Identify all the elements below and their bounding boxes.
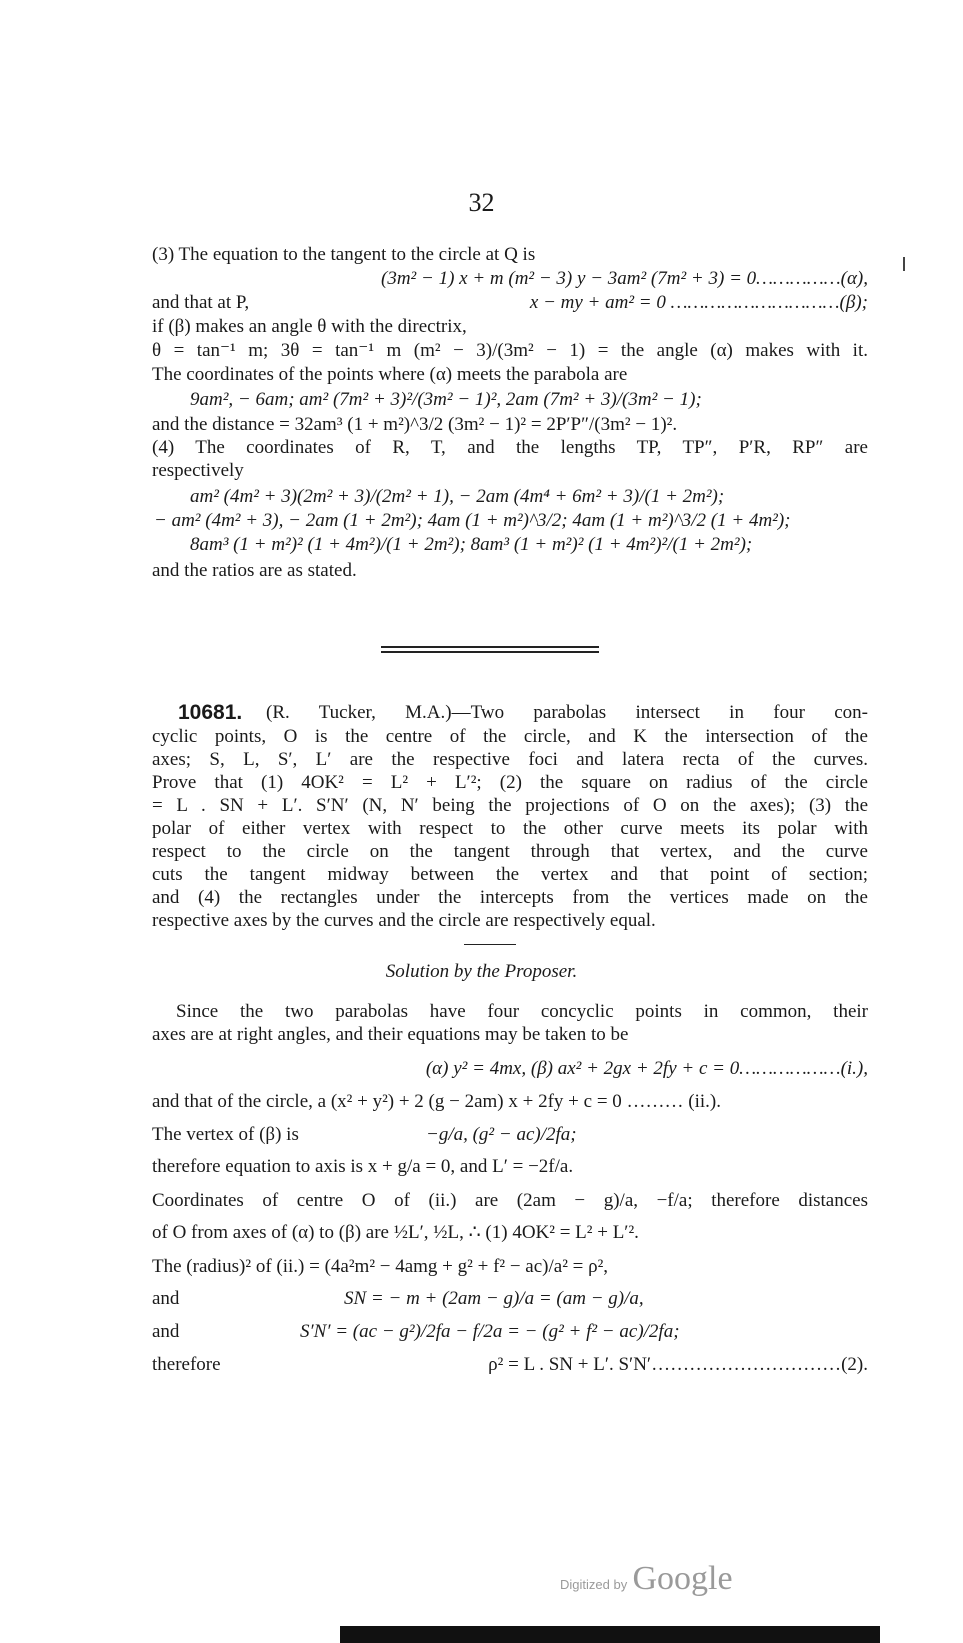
equation-line: −g/a, (g² − ac)/2fa; xyxy=(426,1124,577,1145)
text-line: if (β) makes an angle θ with the directrix, xyxy=(152,316,467,337)
page-number: 32 xyxy=(468,188,495,217)
equation-line: SN = − m + (2am − g)/a = (am − g)/a, xyxy=(344,1288,644,1309)
equation-alpha: (3m² − 1) x + m (m² − 3) y − 3am² (7m² + 3) = 0……………(α), xyxy=(381,268,868,289)
equation-line: 9am², − 6am; am² (7m² + 3)²/(3m² − 1)², 2am (7m² + 3)/(3m² − 1); xyxy=(190,389,702,410)
equation-i: (α) y² = 4mx, (β) ax² + 2gx + 2fy + c = 0………………(i.), xyxy=(425,1058,868,1079)
text-line: = L . SN + L′. S′N′ (N, N′ being the projections of O on the axes); (3) the xyxy=(152,795,868,816)
text-line: respectively xyxy=(152,460,244,481)
text-line: The coordinates of the points where (α) meets the parabola are xyxy=(152,364,628,385)
text-line: therefore xyxy=(152,1354,221,1375)
text-line: of O from axes of (α) to (β) are ½L′, ½L, ∴ (1) 4OK² = L² + L′². xyxy=(152,1222,639,1243)
double-rule-bottom xyxy=(381,651,599,653)
scan-edge-bar xyxy=(340,1626,880,1643)
text-line: and xyxy=(152,1321,180,1342)
equation-line: 8am³ (1 + m²)² (1 + 4m²)/(1 + 2m²); 8am³ (1 + m²)² (1 + 4m²)²/(1 + 2m²); xyxy=(190,534,753,555)
equation-line: am² (4m² + 3)(2m² + 3)/(2m² + 1), − 2am (4m⁴ + 6m² + 3)/(1 + 2m²); xyxy=(190,486,725,507)
problem-number: 10681. xyxy=(178,701,243,724)
text-line: and the distance = 32am³ (1 + m²)^3/2 (3m² − 1)² = 2P′P″/(3m² − 1)². xyxy=(152,414,678,435)
watermark-brand: Google xyxy=(632,1560,733,1597)
text-line: The (radius)² of (ii.) = (4a²m² − 4amg + g² + f² − ac)/a² = ρ², xyxy=(152,1256,609,1277)
text-line: Prove that (1) 4OK² = L² + L′²; (2) the square on radius of the circle xyxy=(152,772,868,793)
text-line: axes; S, L, S′, L′ are the respective foci and latera recta of the curves. xyxy=(152,749,868,770)
text-line: θ = tan⁻¹ m; 3θ = tan⁻¹ m (m² − 3)/(3m² − 1) = the angle (α) makes with it. xyxy=(152,340,868,361)
solution-heading: Solution by the Proposer. xyxy=(385,961,578,982)
text-line: polar of either vertex with respect to the other curve meets its polar with xyxy=(152,818,868,839)
text-line: (R. Tucker, M.A.)—Two parabolas intersect in four con- xyxy=(266,702,868,723)
equation-ii: and that of the circle, a (x² + y²) + 2 (g − 2am) x + 2fy + c = 0 ……… (ii.). xyxy=(152,1091,722,1112)
text-line: cyclic points, O is the centre of the circle, and K the intersection of the xyxy=(152,726,868,747)
text-line: respective axes by the curves and the circle are respectively equal. xyxy=(152,910,656,931)
text-line: and the ratios are as stated. xyxy=(152,560,357,581)
text-line: respect to the circle on the tangent through that vertex, and the curve xyxy=(152,841,868,862)
text-line: axes are at right angles, and their equations may be taken to be xyxy=(152,1024,629,1045)
text-line: The vertex of (β) is xyxy=(152,1124,299,1145)
text-line: therefore equation to axis is x + g/a = 0, and L′ = −2f/a. xyxy=(152,1156,574,1177)
watermark-prefix: Digitized by xyxy=(560,1577,628,1592)
text-line: (3) The equation to the tangent to the circle at Q is xyxy=(152,244,536,265)
text-line: (4) The coordinates of R, T, and the lengths TP, TP″, P′R, RP″ are xyxy=(152,437,868,458)
short-rule xyxy=(464,944,516,945)
text-line: Coordinates of centre O of (ii.) are (2am − g)/a, −f/a; therefore distances xyxy=(152,1190,868,1211)
double-rule-top xyxy=(381,646,599,648)
equation-line: S′N′ = (ac − g²)/2fa − f/2a = − (g² + f² − ac)/2fa; xyxy=(300,1321,680,1342)
text-line: and that at P, xyxy=(152,292,250,313)
text-line: and (4) the rectangles under the intercepts from the vertices made on the xyxy=(152,887,868,908)
scan-mark xyxy=(903,257,905,271)
equation-beta: x − my + am² = 0 …………………………(β); xyxy=(529,292,868,313)
equation-2: ρ² = L . SN + L′. S′N′…………………………(2). xyxy=(488,1354,868,1375)
digitized-by-google-watermark xyxy=(560,1560,733,1598)
text-line: Since the two parabolas have four concyclic points in common, their xyxy=(176,1001,868,1022)
text-line: cuts the tangent midway between the vertex and that point of section; xyxy=(152,864,868,885)
text-line: and xyxy=(152,1288,180,1309)
equation-line: − am² (4m² + 3), − 2am (1 + 2m²); 4am (1 + m²)^3/2; 4am (1 + m²)^3/2 (1 + 4m²); xyxy=(154,510,791,531)
